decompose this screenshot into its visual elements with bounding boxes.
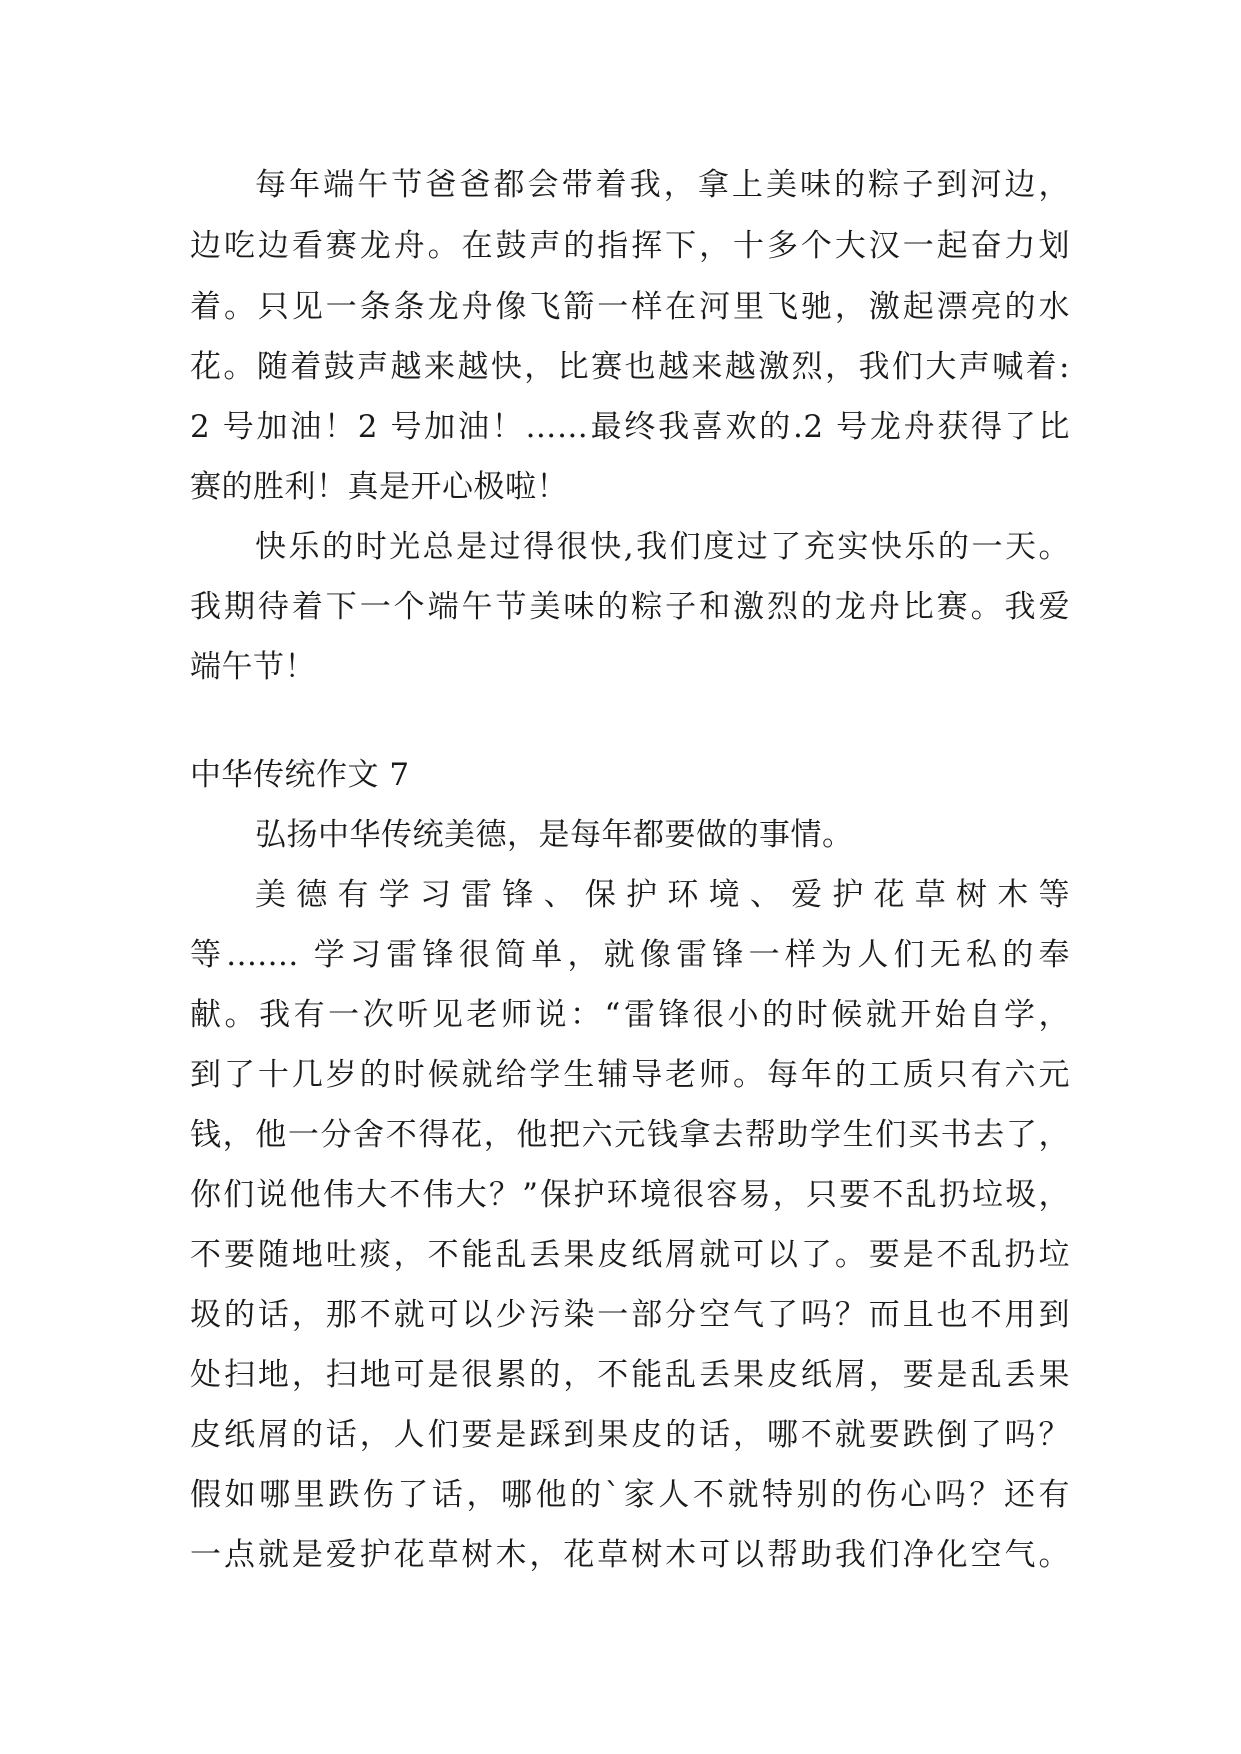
paragraph-2-line-3: 端午节！: [190, 649, 316, 685]
paragraph-4-line-3: 献。我有一次听见老师说：“雷锋很小的时候就开始自学，: [190, 997, 1070, 1033]
paragraph-4-line-4: 到了十几岁的时候就给学生辅导老师。每年的工质只有六元: [190, 1057, 1070, 1093]
paragraph-1-line-1: 每年端午节爸爸都会带着我，拿上美味的粽子到河边，: [255, 167, 1070, 203]
paragraph-4-line-9: 处扫地，扫地可是很累的，不能乱丢果皮纸屑，要是乱丢果: [190, 1357, 1070, 1393]
paragraph-1-line-5: 2 号加油！2 号加油！……最终我喜欢的.2 号龙舟获得了比: [190, 409, 1070, 445]
paragraph-2-line-2: 我期待着下一个端午节美味的粽子和激烈的龙舟比赛。我爱: [190, 589, 1070, 625]
paragraph-4-line-8: 圾的话，那不就可以少污染一部分空气了吗？而且也不用到: [190, 1297, 1070, 1333]
paragraph-4-line-7: 不要随地吐痰，不能乱丢果皮纸屑就可以了。要是不乱扔垃: [190, 1237, 1070, 1273]
paragraph-1-line-4: 花。随着鼓声越来越快，比赛也越来越激烈，我们大声喊着:: [190, 349, 1070, 385]
paragraph-4-line-10: 皮纸屑的话，人们要是踩到果皮的话，哪不就要跌倒了吗？: [190, 1417, 1070, 1453]
paragraph-1-line-3: 着。只见一条条龙舟像飞箭一样在河里飞驰，激起漂亮的水: [190, 289, 1070, 325]
section-heading: 中华传统作文 7: [190, 757, 410, 793]
paragraph-4-line-5: 钱，他一分舍不得花，他把六元钱拿去帮助学生们买书去了，: [190, 1117, 1070, 1153]
paragraph-4-line-12: 一点就是爱护花草树木，花草树木可以帮助我们净化空气。: [190, 1537, 1070, 1573]
paragraph-1-line-6: 赛的胜利！真是开心极啦！: [190, 469, 568, 505]
paragraph-4-line-6: 你们说他伟大不伟大？”保护环境很容易，只要不乱扔垃圾，: [190, 1177, 1070, 1213]
paragraph-4-line-2: 等....... 学习雷锋很简单，就像雷锋一样为人们无私的奉: [190, 937, 1070, 973]
paragraph-1-line-2: 边吃边看赛龙舟。在鼓声的指挥下，十多个大汉一起奋力划: [190, 228, 1070, 264]
paragraph-3-line-1: 弘扬中华传统美德，是每年都要做的事情。: [255, 817, 854, 853]
paragraph-2-line-1: 快乐的时光总是过得很快,我们度过了充实快乐的一天。: [255, 529, 1070, 565]
paragraph-4-line-1: 美德有学习雷锋、保护环境、爱护花草树木等: [255, 877, 1070, 913]
paragraph-4-line-11: 假如哪里跌伤了话，哪他的`家人不就特别的伤心吗？还有: [190, 1477, 1070, 1513]
